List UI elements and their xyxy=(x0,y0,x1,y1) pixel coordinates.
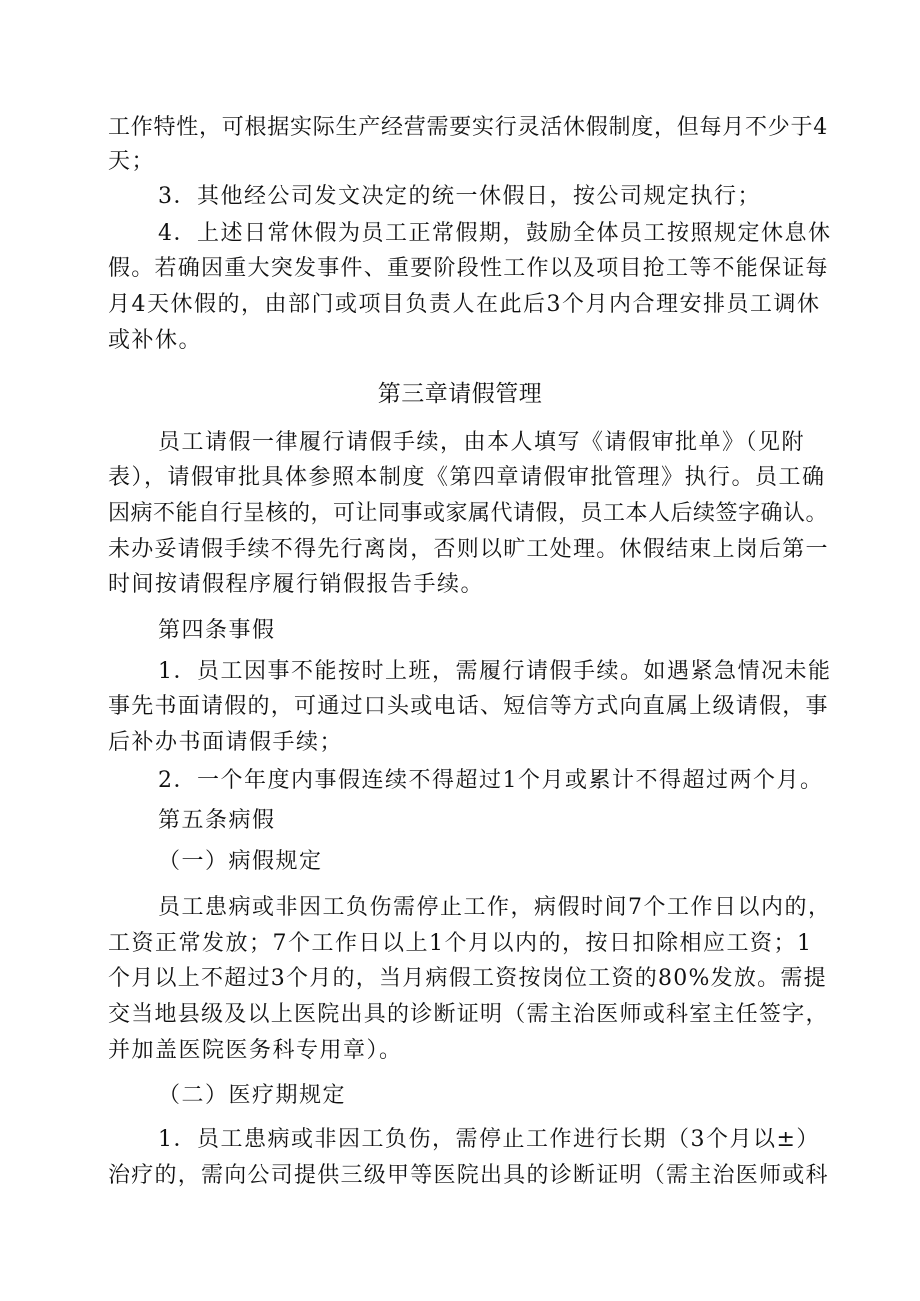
chapter-heading: 第三章请假管理 xyxy=(377,381,543,407)
body-line: 假。若确因重大突发事件、重要阶段性工作以及项目抢工等不能保证每 xyxy=(108,256,829,281)
body-line: 因病不能自行呈核的，可让同事或家属代请假，员工本人后续签字确认。 xyxy=(108,501,829,526)
body-line: 1．员工患病或非因工负伤，需停止工作进行长期（3个月以±） xyxy=(158,1127,820,1152)
body-line: 或补休。 xyxy=(108,328,203,353)
body-line: 时间按请假程序履行销假报告手续。 xyxy=(108,572,485,597)
body-line: 治疗的，需向公司提供三级甲等医院出具的诊断证明（需主治医师或科 xyxy=(108,1163,829,1188)
body-line: 4．上述日常休假为员工正常假期，鼓励全体员工按照规定休息休 xyxy=(158,221,832,246)
body-line: 工作特性，可根据实际生产经营需要实行灵活休假制度，但每月不少于4 xyxy=(108,115,828,140)
article-heading: 第四条事假 xyxy=(158,618,276,643)
body-line: 员工请假一律履行请假手续，由本人填写《请假审批单》（见附 xyxy=(158,430,806,455)
body-line: 月4天休假的，由部门或项目负责人在此后3个月内合理安排员工调休 xyxy=(108,292,821,317)
body-line: 后补办书面请假手续； xyxy=(108,730,344,755)
body-line: 交当地县级及以上医院出具的诊断证明（需主治医师或科室主任签字， xyxy=(108,1002,829,1027)
section-heading: （一）病假规定 xyxy=(158,849,323,874)
body-line: 2．一个年度内事假连续不得超过1个月或累计不得超过两个月。 xyxy=(158,768,824,793)
body-line: 事先书面请假的，可通过口头或电话、短信等方式向直属上级请假，事 xyxy=(108,694,829,719)
body-line: 员工患病或非因工负伤需停止工作，病假时间7个工作日以内的， xyxy=(158,895,832,920)
body-line: 工资正常发放；7个工作日以上1个月以内的，按日扣除相应工资；1 xyxy=(108,931,813,956)
article-heading: 第五条病假 xyxy=(158,808,276,833)
section-heading: （二）医疗期规定 xyxy=(158,1083,347,1108)
body-line: 3．其他经公司发文决定的统一休假日，按公司规定执行； xyxy=(158,184,761,209)
body-line: 个月以上不超过3个月的，当月病假工资按岗位工资的80%发放。需提 xyxy=(108,966,827,991)
body-line: 未办妥请假手续不得先行离岗，否则以旷工处理。休假结束上岗后第一 xyxy=(108,537,829,562)
body-line: 表），请假审批具体参照本制度《第四章请假审批管理》执行。员工确 xyxy=(108,465,826,490)
body-line: 并加盖医院医务科专用章）。 xyxy=(108,1038,403,1063)
body-line: 天； xyxy=(108,149,156,174)
body-line: 1．员工因事不能按时上班，需履行请假手续。如遇紧急情况未能 xyxy=(158,659,832,684)
